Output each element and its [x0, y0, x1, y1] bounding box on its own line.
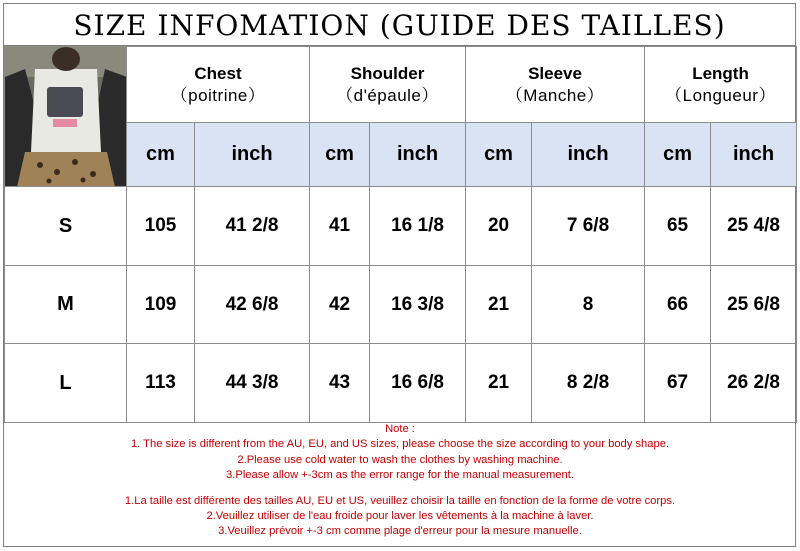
- shoulder-cm: 42: [310, 266, 370, 344]
- column-header-sleeve: Sleeve （Manche）: [466, 47, 645, 123]
- table-row: [5, 187, 797, 266]
- note-heading: Note :: [385, 423, 415, 435]
- shoulder-inch: 16 3/8: [370, 266, 466, 344]
- column-header-shoulder: Shoulder （d'épaule）: [310, 47, 466, 123]
- chest-inch: 41 2/8: [195, 187, 310, 266]
- size-label: S: [5, 187, 127, 266]
- unit-inch: inch: [711, 123, 797, 187]
- chest-cm: 113: [127, 344, 195, 423]
- note-en-2: 2.Please use cold water to wash the clothes by washing machine.: [237, 453, 563, 466]
- shoulder-inch: 16 6/8: [370, 344, 466, 423]
- sleeve-cm: 20: [466, 187, 532, 266]
- unit-cm: cm: [645, 123, 711, 187]
- size-label: M: [5, 266, 127, 344]
- length-cm: 67: [645, 344, 711, 423]
- product-photo: [5, 47, 127, 187]
- sleeve-inch: 7 6/8: [532, 187, 645, 266]
- length-inch: 25 6/8: [711, 266, 797, 344]
- sleeve-cm: 21: [466, 344, 532, 423]
- sleeve-inch: 8 2/8: [532, 344, 645, 423]
- note-fr-3: 3.Veuillez prévoir +-3 cm comme plage d'erreur pour la mesure manuelle.: [218, 525, 582, 538]
- unit-inch: inch: [370, 123, 466, 187]
- chest-inch: 44 3/8: [195, 344, 310, 423]
- note-en-3: 3.Please allow +-3cm as the error range for the manual measurement.: [226, 469, 574, 482]
- header-row: [5, 47, 797, 123]
- table-row: [5, 266, 797, 344]
- chest-inch: 42 6/8: [195, 266, 310, 344]
- size-label: L: [5, 344, 127, 423]
- table-row: [5, 344, 797, 423]
- note-spacer: [4, 484, 796, 494]
- note-fr-2: 2.Veuillez utiliser de l'eau froide pour laver les vêtements à la machine à laver.: [206, 510, 594, 523]
- column-header-chest: Chest （poitrine）: [127, 47, 310, 123]
- shoulder-cm: 43: [310, 344, 370, 423]
- length-cm: 65: [645, 187, 711, 266]
- size-table: [4, 46, 797, 423]
- length-inch: 26 2/8: [711, 344, 797, 423]
- length-inch: 25 4/8: [711, 187, 797, 266]
- sleeve-cm: 21: [466, 266, 532, 344]
- unit-cm: cm: [127, 123, 195, 187]
- note-en-1: 1. The size is different from the AU, EU, and US sizes, please choose the size according to your body shape.: [130, 438, 670, 451]
- unit-cm: cm: [466, 123, 532, 187]
- unit-inch: inch: [532, 123, 645, 187]
- model-photo-icon: [5, 47, 127, 187]
- shoulder-inch: 16 1/8: [370, 187, 466, 266]
- chest-cm: 105: [127, 187, 195, 266]
- column-header-length: Length （Longueur）: [645, 47, 797, 123]
- unit-inch: inch: [195, 123, 310, 187]
- size-chart: [3, 3, 796, 547]
- note-section: [4, 422, 796, 547]
- unit-cm: cm: [310, 123, 370, 187]
- sleeve-inch: 8: [532, 266, 645, 344]
- shoulder-cm: 41: [310, 187, 370, 266]
- page-title: SIZE INFOMATION (GUIDE DES TAILLES): [4, 4, 795, 46]
- note-fr-1: 1.La taille est différente des tailles AU, EU et US, veuillez choisir la taille en fonction de la forme de votre corps.: [124, 494, 676, 507]
- length-cm: 66: [645, 266, 711, 344]
- chest-cm: 109: [127, 266, 195, 344]
